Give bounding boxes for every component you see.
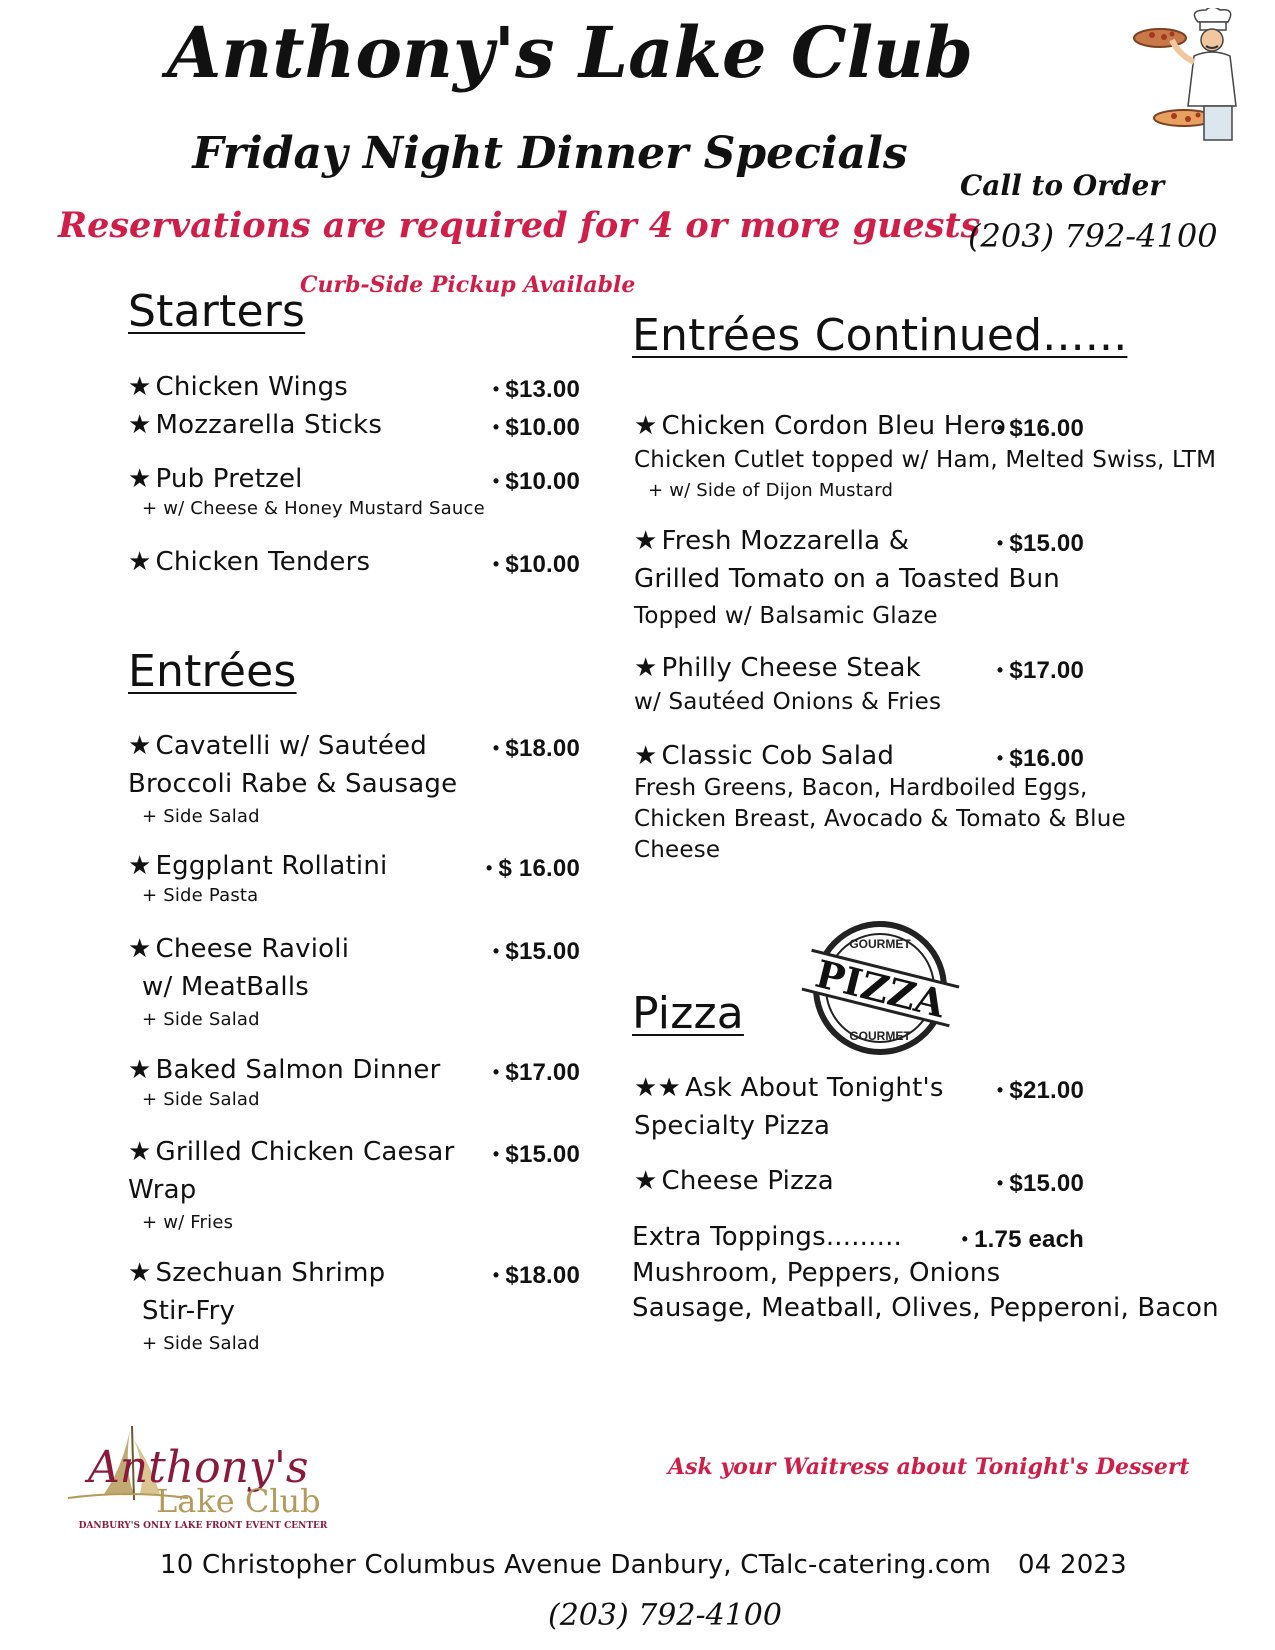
item-description: Grilled Tomato on a Toasted Bun	[634, 564, 1060, 594]
star-icon: ★	[634, 526, 658, 556]
star-icon: ★	[128, 410, 152, 440]
star-icon: ★	[128, 464, 152, 494]
menu-item-cheese-pizza	[634, 1166, 1084, 1196]
item-name: Cheese Pizza	[661, 1166, 834, 1196]
item-name: Cheese Ravioli	[155, 934, 350, 964]
menu-item-chicken-wings	[128, 372, 580, 402]
item-note: + w/ Fries	[142, 1212, 234, 1234]
menu-item-mozzarella-sticks	[128, 410, 580, 440]
star-icon: ★	[128, 934, 152, 964]
star-icon: ★	[634, 1166, 658, 1196]
item-name: Philly Cheese Steak	[661, 653, 921, 683]
item-name: Classic Cob Salad	[661, 741, 895, 771]
item-description: Chicken Cutlet topped w/ Ham, Melted Swiss, LTM	[634, 447, 1217, 473]
star-icon: ★	[128, 1055, 152, 1085]
item-name-line2: Stir-Fry	[142, 1296, 236, 1326]
menu-item-caesar-wrap	[128, 1137, 580, 1233]
item-price: • $15.00	[997, 1170, 1084, 1198]
item-note: + Side Salad	[142, 1089, 260, 1110]
starters-heading: Starters	[128, 286, 306, 337]
restaurant-title: Anthony's Lake Club	[166, 11, 974, 94]
curbside-notice: Curb-Side Pickup Available	[300, 272, 636, 298]
item-price: • $16.00	[997, 745, 1084, 773]
item-name: Szechuan Shrimp	[155, 1258, 386, 1288]
dessert-notice: Ask your Waitress about Tonight's Dessert	[668, 1454, 1190, 1480]
star-icon: ★	[128, 372, 152, 402]
star-icon: ★	[634, 411, 658, 441]
item-description-2: Chicken Breast, Avocado & Tomato & Blue	[634, 806, 1126, 833]
logo-name-top: Anthony's	[88, 1442, 309, 1493]
item-name: Chicken Cordon Bleu Hero	[661, 411, 1007, 441]
star-icon: ★	[128, 851, 152, 881]
footer-phone: (203) 792-4100	[548, 1598, 782, 1633]
item-description-2: Topped w/ Balsamic Glaze	[634, 603, 938, 630]
stamp-top-text: GOURMET	[849, 937, 911, 951]
menu-item-extra-toppings	[632, 1222, 1219, 1326]
item-note: + Side Salad	[142, 1333, 260, 1355]
item-name-line2: w/ MeatBalls	[142, 972, 310, 1002]
item-note: + Side Salad	[142, 1009, 260, 1031]
star-icon: ★★	[634, 1073, 682, 1103]
star-icon: ★	[128, 1258, 152, 1288]
menu-item-eggplant-rollatini	[128, 851, 580, 906]
item-name-line2: Broccoli Rabe & Sausage	[128, 769, 458, 799]
toppings-label: Extra Toppings.........	[632, 1222, 903, 1252]
item-name: Eggplant Rollatini	[155, 851, 388, 881]
star-icon: ★	[128, 1137, 152, 1167]
toppings-price: • 1.75 each	[962, 1226, 1084, 1254]
menu-item-cordon-bleu-hero	[634, 411, 1217, 502]
item-price: • $10.00	[493, 414, 580, 442]
item-price: • $21.00	[997, 1077, 1084, 1105]
menu-item-cavatelli	[128, 731, 580, 827]
item-note: + w/ Side of Dijon Mustard	[648, 480, 894, 502]
footer-date: 04 2023	[1018, 1550, 1127, 1580]
star-icon: ★	[634, 741, 658, 771]
menu-item-pub-pretzel	[128, 464, 580, 519]
item-name: Grilled Chicken Caesar	[155, 1137, 455, 1167]
footer-website-link[interactable]: alc-catering.com	[770, 1550, 992, 1580]
item-name: Chicken Wings	[155, 372, 349, 402]
lake-club-logo	[58, 1420, 348, 1532]
logo-name-bottom: Lake Club	[156, 1482, 321, 1520]
item-name: Mozzarella Sticks	[155, 410, 383, 440]
item-name-line2: Wrap	[128, 1175, 197, 1205]
toppings-list-2: Sausage, Meatball, Olives, Pepperoni, Bacon	[632, 1293, 1219, 1324]
item-price: • $15.00	[997, 530, 1084, 558]
menu-item-specialty-pizza	[634, 1073, 1084, 1144]
item-price: • $16.00	[997, 415, 1084, 443]
chef-icon	[1128, 8, 1246, 144]
star-icon: ★	[128, 547, 152, 577]
call-to-order-phone: (203) 792-4100	[968, 217, 1218, 255]
item-price: • $18.00	[493, 1262, 580, 1290]
item-description: Fresh Greens, Bacon, Hardboiled Eggs,	[634, 775, 1088, 801]
menu-item-szechuan-shrimp	[128, 1258, 580, 1354]
item-name: Cavatelli w/ Sautéed	[155, 731, 427, 761]
menu-item-chicken-tenders	[128, 547, 580, 577]
footer-address: 10 Christopher Columbus Avenue Danbury, CT	[160, 1550, 775, 1580]
item-note: + Side Salad	[142, 806, 260, 828]
stamp-main-text: PIZZA	[811, 950, 950, 1027]
menu-item-baked-salmon	[128, 1055, 580, 1110]
item-name-line2: Specialty Pizza	[634, 1111, 831, 1141]
item-price: • $10.00	[493, 551, 580, 579]
entrees-heading: Entrées	[128, 646, 297, 697]
item-price: • $10.00	[493, 468, 580, 496]
item-name: Pub Pretzel	[155, 464, 303, 494]
menu-item-cheese-ravioli	[128, 934, 580, 1030]
star-icon: ★	[128, 731, 152, 761]
menu-item-cob-salad	[634, 741, 1126, 866]
item-price: • $17.00	[997, 657, 1084, 685]
item-note: + Side Pasta	[142, 885, 259, 906]
menu-subtitle: Friday Night Dinner Specials	[192, 128, 908, 179]
stamp-bottom-text: GOURMET	[849, 1029, 911, 1043]
toppings-list-1: Mushroom, Peppers, Onions	[632, 1258, 1001, 1288]
item-price: • $15.00	[493, 938, 580, 966]
item-name: Ask About Tonight's	[685, 1073, 944, 1103]
logo-tagline: DANBURY'S ONLY LAKE FRONT EVENT CENTER	[78, 1521, 328, 1531]
menu-item-philly-cheese-steak	[634, 653, 1084, 718]
call-to-order-label: Call to Order	[960, 169, 1165, 202]
pizza-heading: Pizza	[632, 988, 744, 1039]
item-price: • $ 16.00	[486, 855, 580, 883]
entrees-continued-heading: Entrées Continued......	[632, 310, 1128, 361]
item-price: • $17.00	[493, 1059, 580, 1087]
item-name: Baked Salmon Dinner	[155, 1055, 441, 1085]
menu-item-fresh-mozzarella	[634, 526, 1084, 632]
item-price: • $15.00	[493, 1141, 580, 1169]
item-note: + w/ Cheese & Honey Mustard Sauce	[142, 498, 485, 519]
item-description: w/ Sautéed Onions & Fries	[634, 689, 942, 715]
item-name: Chicken Tenders	[155, 547, 371, 577]
gourmet-pizza-stamp-icon	[800, 918, 960, 1058]
item-price: • $13.00	[493, 376, 580, 404]
item-description-3: Cheese	[634, 837, 721, 864]
star-icon: ★	[634, 653, 658, 683]
item-name: Fresh Mozzarella &	[661, 526, 910, 556]
item-price: • $18.00	[493, 735, 580, 763]
reservations-notice: Reservations are required for 4 or more guests	[58, 205, 981, 246]
